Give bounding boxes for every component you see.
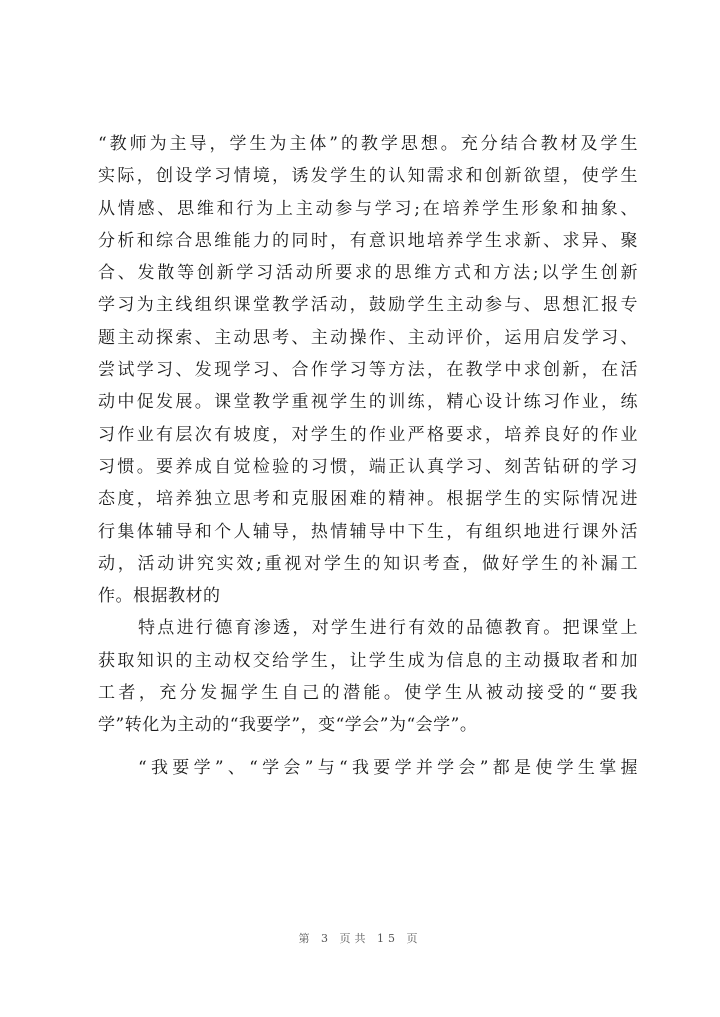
- text-line: 学”转化为主动的“我要学”，变“学会”为“会学”。: [98, 715, 478, 736]
- text-line: 尝试学习、发现学习、合作学习等方法，在教学中求创新，在活: [98, 360, 638, 381]
- text-line: 分析和综合思维能力的同时，有意识地培养学生求新、求异、聚: [98, 230, 638, 251]
- text-line: “教师为主导，学生为主体”的教学思想。充分结合教材及学生: [98, 134, 638, 154]
- text-line: 行集体辅导和个人辅导，热情辅导中下生，有组织地进行课外活: [98, 521, 638, 542]
- text-line: 学习为主线组织课堂教学活动，鼓励学生主动参与、思想汇报专: [98, 295, 638, 316]
- page-number: 第 3 页共 15 页: [298, 932, 422, 945]
- text-line: 从情感、思维和行为上主动参与学习;在培养学生形象和抽象、: [98, 198, 638, 219]
- text-line: 获取知识的主动权交给学生，让学生成为信息的主动摄取者和加: [98, 650, 638, 671]
- text-line: 习作业有层次有坡度，对学生的作业严格要求，培养良好的作业: [98, 424, 638, 445]
- text-line: 题主动探索、主动思考、主动操作、主动评价，运用启发学习、: [98, 327, 638, 348]
- body-text: [98, 128, 638, 784]
- text-line: 动，活动讲究实效;重视对学生的知识考查，做好学生的补漏工: [98, 553, 638, 574]
- text-line: 工者，充分发掘学生自己的潜能。使学生从被动接受的“要我: [98, 683, 638, 704]
- text-line: 态度，培养独立思考和克服困难的精神。根据学生的实际情况进: [98, 489, 638, 510]
- text-line: 合、发散等创新学习活动所要求的思维方式和方法;以学生创新: [98, 263, 638, 284]
- text-line: 动中促发展。课堂教学重视学生的训练，精心设计练习作业，练: [98, 392, 638, 413]
- text-line: 习惯。要养成自觉检验的习惯，端正认真学习、刻苦钻研的学习: [98, 456, 638, 477]
- text-line: “我要学”、“学会”与“我要学并学会”都是使学生掌握: [138, 757, 638, 778]
- text-line: 作。根据教材的: [98, 586, 221, 607]
- text-line: 特点进行德育渗透，对学生进行有效的品德教育。把课堂上: [138, 618, 638, 639]
- text-line: 实际，创设学习情境，诱发学生的认知需求和创新欲望，使学生: [98, 166, 638, 187]
